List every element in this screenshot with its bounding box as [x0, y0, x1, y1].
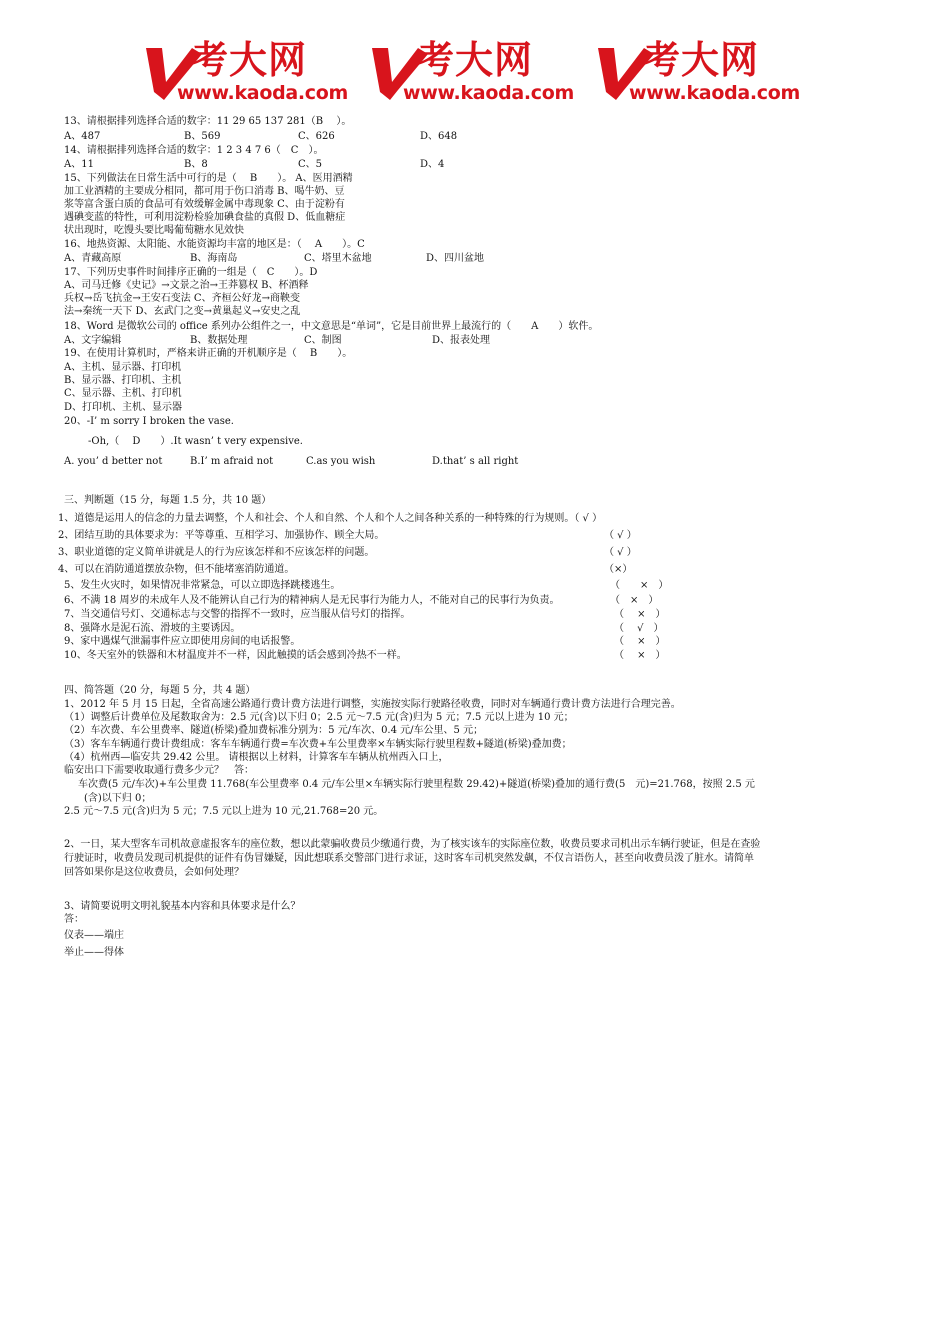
judgement-item: 1、道德是运用人的信念的力量去调整，个人和社会、个人和自然、个人和个人之间各种关系的一种特殊的行为规则。（ √ ） — [58, 513, 603, 524]
brand-url[interactable]: www.kaoda.com — [177, 82, 349, 104]
option-d: D、4 — [420, 159, 445, 170]
judgement-answer: （ √ ） — [604, 547, 637, 558]
judgement-item: 8、强降水是泥石流、滑坡的主要诱因。 — [64, 623, 241, 634]
short-answer-q2-line: 2、一日，某大型客车司机故意虚报客车的座位数，想以此蒙骗收费员少缴通行费，为了核实该车的实际座位数，收费员要求司机出示车辆行驶证，但是在查验 — [64, 839, 761, 850]
option-c: C、626 — [298, 131, 335, 142]
judgement-item: 6、不满 18 周岁的未成年人及不能辨认自己行为的精神病人是无民事行为能力人，不能对自己的民事行为负责。 — [64, 595, 560, 606]
short-answer-q1-line: 1、2012 年 5 月 15 日起，全省高速公路通行费计费方法进行调整，实施按实际行驶路径收费，同时对车辆通行费计费方法进行合理完善。 — [64, 699, 681, 710]
kaoda-logo — [368, 38, 598, 108]
option-d: D、报表处理 — [432, 335, 491, 346]
option-c: C、5 — [298, 159, 323, 170]
judgement-answer: （×） — [604, 564, 633, 575]
option-d: D、四川盆地 — [426, 253, 485, 264]
brand-url[interactable]: www.kaoda.com — [629, 82, 801, 104]
short-answer-q1-line: （3）客车车辆通行费计费组成：客车车辆通行费=车次费+车公里费率×车辆实际行驶里程数+隧道(桥梁)叠加费； — [64, 739, 572, 750]
option-d: D、648 — [420, 131, 458, 142]
short-answer-q1-line: 车次费(5 元/车次)+车公里费 11.768(车公里费率 0.4 元/车公里×车辆实际行驶里程数 29.42)+隧道(桥梁)叠加的通行费(5 元)=21.768，按照 2.5 元 — [68, 779, 755, 790]
option-a: A、青藏高原 — [64, 253, 122, 264]
short-answer-q3-line: 3、请简要说明文明礼貌基本内容和具体要求是什么？ — [64, 901, 301, 912]
kaoda-logo — [594, 38, 824, 108]
brand-url[interactable]: www.kaoda.com — [403, 82, 575, 104]
option-c: C.as you wish — [306, 456, 376, 467]
judgement-item: 3、职业道德的定义简单讲就是人的行为应该怎样和不应该怎样的问题。 — [58, 547, 375, 558]
short-answer-q1-line: 临安出口下需要收取通行费多少元？ 答： — [64, 765, 254, 776]
short-answer-q1-line: 2.5 元～7.5 元(含)归为 5 元；7.5 元以上进为 10 元,21.768=20 元。 — [64, 806, 384, 817]
judgement-item: 5、发生火灾时，如果情况非常紧急，可以立即选择跳楼逃生。 — [64, 580, 341, 591]
short-answer-q1-line: （1）调整后计费单位及尾数取舍为：2.5 元(含)以下归 0；2.5 元～7.5 元(含)归为 5 元；7.5 元以上进为 10 元； — [64, 712, 574, 723]
judgement-item: 9、家中遇煤气泄漏事件应立即使用房间的电话报警。 — [64, 636, 301, 647]
judgement-item: 2、团结互助的具体要求为：平等尊重、互相学习、加强协作、顾全大局。 — [58, 530, 385, 541]
option-b: B、数据处理 — [190, 335, 248, 346]
option-d: D、打印机、主机、显示器 — [64, 402, 183, 413]
kaoda-logo — [142, 38, 372, 108]
option-b: B、569 — [184, 131, 221, 142]
question-15-line: 遇碘变蓝的特性，可利用淀粉检验加碘食盐的真假 D、低血糖症 — [64, 212, 346, 223]
short-answer-q3-line: 举止——得体 — [64, 947, 124, 958]
section-4-title: 四、简答题（20 分，每题 5 分，共 4 题） — [64, 685, 256, 696]
judgement-answer: （ × ） — [614, 609, 666, 620]
option-a: A、主机、显示器、打印机 — [64, 362, 182, 373]
short-answer-q1-line: （4）杭州西—临安共 29.42 公里。 请根据以上材料，计算客车车辆从杭州西入口上， — [64, 752, 449, 763]
judgement-answer: （ × ） — [610, 595, 659, 606]
judgement-answer: （ √ ） — [604, 530, 637, 541]
judgement-answer: （ × ） — [610, 580, 669, 591]
judgement-item: 7、当交通信号灯、交通标志与交警的指挥不一致时，应当服从信号灯的指挥。 — [64, 609, 411, 620]
judgement-answer: （ × ） — [614, 636, 666, 647]
option-b: B、显示器、打印机、主机 — [64, 375, 182, 386]
question-17-line: 法→秦统一天下 D、玄武门之变→黄巢起义→安史之乱 — [64, 306, 301, 317]
question-16: 16、地热资源、太阳能、水能资源均丰富的地区是：（ A ）。C — [64, 239, 365, 250]
option-b: B.I’ m afraid not — [190, 456, 274, 467]
question-13: 13、请根据排列选择合适的数字：11 29 65 137 281（B ）。 — [64, 116, 352, 127]
question-15-line: 15、下列做法在日常生活中可行的是（ B ）。 A、医用酒精 — [64, 173, 353, 184]
question-20: 20、-I’ m sorry I broken the vase. — [64, 416, 234, 427]
question-18: 18、Word 是微软公司的 office 系列办公组件之一，中文意思是“单词”，它是目前世界上最流行的（ A ）软件。 — [64, 321, 599, 332]
question-20-reply: -Oh,（ D ）.It wasn’ t very expensive. — [88, 436, 303, 447]
option-c: C、塔里木盆地 — [304, 253, 372, 264]
judgement-answer: （ √ ） — [614, 623, 664, 634]
option-a: A、文字编辑 — [64, 335, 122, 346]
section-3-title: 三、判断题（15 分，每题 1.5 分，共 10 题） — [64, 495, 272, 506]
short-answer-q2-line: 行驶证时，收费员发现司机提供的证件有伪冒嫌疑，因此想联系交警部门进行求证，这时客车司机突然发飙，不仅言语伤人，甚至向收费员泼了脏水。请简单 — [64, 853, 754, 864]
page-header — [0, 38, 950, 110]
option-a: A、487 — [64, 131, 101, 142]
question-15-line: 状出现时，吃馒头要比喝葡萄糖水见效快 — [64, 225, 244, 236]
brand-name: 考大网 — [416, 38, 534, 82]
option-a: A、11 — [64, 159, 94, 170]
option-c: C、制图 — [304, 335, 342, 346]
question-15-line: 浆等富含蛋白质的食品可有效缓解金属中毒现象 C、由于淀粉有 — [64, 199, 345, 210]
question-17-line: 17、下列历史事件时间排序正确的一组是（ C ）。D — [64, 267, 318, 278]
option-b: B、海南岛 — [190, 253, 238, 264]
question-15-line: 加工业酒精的主要成分相同，都可用于伤口消毒 B、喝牛奶、豆 — [64, 186, 345, 197]
short-answer-q2-line: 回答如果你是这位收费员，会如何处理？ — [64, 867, 244, 878]
question-19: 19、在使用计算机时，严格来讲正确的开机顺序是（ B ）。 — [64, 348, 353, 359]
option-c: C、显示器、主机、打印机 — [64, 388, 182, 399]
judgement-item: 4、可以在消防通道摆放杂物，但不能堵塞消防通道。 — [58, 564, 295, 575]
short-answer-q3-line: 答： — [64, 914, 84, 925]
brand-name: 考大网 — [190, 38, 308, 82]
short-answer-q1-line: （2）车次费、车公里费率、隧道(桥梁)叠加费标准分别为：5 元/车次、0.4 元/车公里、5 元； — [64, 725, 484, 736]
judgement-answer: （ × ） — [614, 650, 666, 661]
option-d: D.that’ s all right — [432, 456, 519, 467]
question-17-line: 兵权→岳飞抗金→王安石变法 C、齐桓公好龙→商鞅变 — [64, 293, 300, 304]
judgement-item: 10、冬天室外的铁器和木材温度并不一样，因此触摸的话会感到冷热不一样。 — [64, 650, 407, 661]
option-a: A. you’ d better not — [64, 456, 163, 467]
question-17-line: A、司马迁修《史记》→文景之治→王莽篡权 B、杯酒释 — [64, 280, 309, 291]
question-14: 14、请根据排列选择合适的数字：1 2 3 4 7 6（ C ）。 — [64, 145, 324, 156]
short-answer-q3-line: 仪表——端庄 — [64, 930, 124, 941]
brand-name: 考大网 — [642, 38, 760, 82]
short-answer-q1-line: (含)以下归 0； — [84, 793, 152, 804]
option-b: B、8 — [184, 159, 208, 170]
